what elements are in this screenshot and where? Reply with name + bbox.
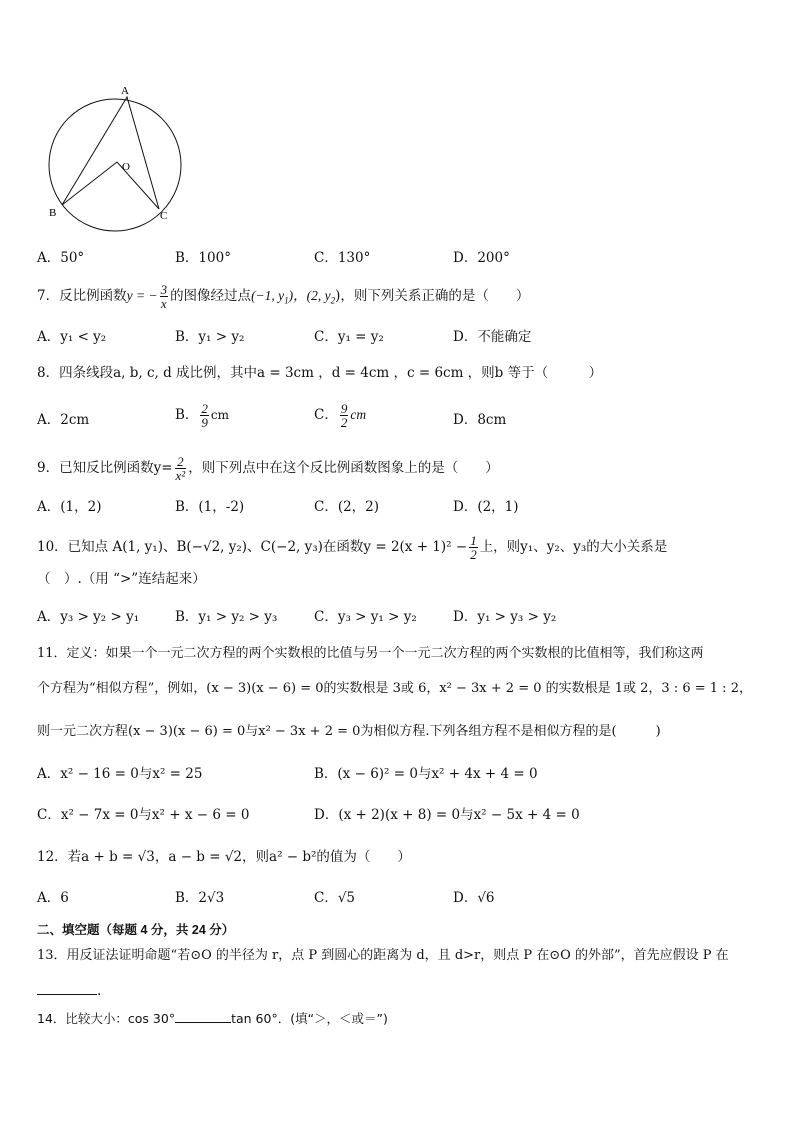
q11-stem-line2: 个方程为“相似方程”，例如，(x − 3)(x − 6) = 0的实数根是 3或 6，x² − 3x + 2 = 0 的实数根是 1或 2，3 : 6 = 1 : 2， [37, 681, 752, 696]
label-a: A [121, 85, 129, 97]
q6-option-d: D．200° [453, 250, 510, 266]
q10-option-d: D．y₁ > y₃ > y₂ [453, 609, 557, 625]
q13-answer-blank[interactable] [37, 982, 97, 995]
q7-option-a: A．y₁ < y₂ [37, 329, 107, 345]
q9-option-a: A．(1，2) [37, 499, 102, 515]
label-c: C [160, 210, 168, 222]
q9-stem: 9．已知反比例函数y= $\frac{2}{\text{x²}}$ ，则下列点中在这个反比例函数图象上的是（ ） [37, 454, 499, 483]
q12-option-b: B．2√3 [175, 890, 225, 906]
q10-option-a: A．y₃ > y₂ > y₁ [37, 609, 140, 625]
q11-stem-line3: 则一元二次方程(x − 3)(x − 6) = 0与x² − 3x + 2 = 0为相似方程.下列各组方程不是相似方程的是( ) [37, 724, 661, 739]
q8-option-d: D．8cm [453, 412, 507, 428]
q6-option-c: C．130° [314, 250, 371, 266]
q7-option-d: D．不能确定 [453, 329, 532, 345]
q12-option-d: D．√6 [453, 890, 495, 906]
q11-option-a: A．x² − 16 = 0与x² = 25 [37, 766, 203, 782]
q8-option-c: C． $\frac{9}{2}$ cm [314, 401, 367, 430]
q10-stem-line2: （ ）.（用 “>”连结起来） [37, 571, 206, 587]
q11-stem-line1: 11．定义：如果一个一元二次方程的两个实数根的比值与另一个一元二次方程的两个实数根的比值相等，我们称这两 [37, 646, 704, 661]
circle-figure [40, 82, 190, 232]
q10-option-b: B．y₁ > y₂ > y₃ [175, 609, 278, 625]
q7-stem: 7．反比例函数y = − $\frac{3}{x}$ 的图像经过点(−1, $y_1$)，(2, $y_2$)，则下列关系正确的是（ ） [37, 282, 530, 311]
q12-option-c: C．√5 [314, 890, 356, 906]
q6-option-b: B．100° [175, 250, 231, 266]
q9-option-d: D．(2，1) [453, 499, 519, 515]
q7-option-b: B．y₁ > y₂ [175, 329, 245, 345]
q14-answer-blank[interactable] [175, 1010, 231, 1023]
q12-stem: 12．若a + b = √3，a − b = √2，则a² − b²的值为（ ） [37, 849, 411, 865]
q6-option-a: A．50° [37, 250, 85, 266]
q13-stem: 13．用反证法证明命题“若⊙O 的半径为 r，点 P 到圆心的距离为 d，且 d>r，则点 P 在⊙O 的外部”，首先应假设 P 在 [37, 948, 729, 963]
q8-stem: 8．四条线段a, b, c, d 成比例，其中a = 3cm ，d = 4cm ，c = 6cm ，则b 等于（ ） [37, 365, 603, 381]
label-b: B [49, 207, 57, 219]
q10-option-c: C．y₃ > y₁ > y₂ [314, 609, 417, 625]
q11-option-c: C．x² − 7x = 0与x² + x − 6 = 0 [37, 807, 250, 823]
q9-option-b: B．(1，-2) [175, 499, 245, 515]
q10-stem: 10．已知点 A(1, y₁)、B(−√2, y₂)、C(−2, y₃)在函数y = 2(x + 1)² − $\frac{1}{2}$ 上，则y₁、y₂、y₃的大小关系是 [37, 533, 668, 562]
q13-answer-line: . [37, 982, 101, 1000]
q12-option-a: A．6 [37, 890, 69, 906]
section-title: 二、填空题（每题 4 分，共 24 分） [37, 923, 235, 937]
q8-option-b: B． $\frac{2}{9}$ cm [175, 401, 230, 430]
q7-option-c: C．y₁ = y₂ [314, 329, 384, 345]
radii-ob-oc [62, 162, 159, 209]
q11-option-d: D．(x + 2)(x + 8) = 0与x² − 5x + 4 = 0 [314, 807, 580, 823]
q11-option-b: B．(x − 6)² = 0与x² + 4x + 4 = 0 [314, 766, 538, 782]
q8-option-a: A．2cm [37, 412, 90, 428]
label-o: O [122, 161, 130, 173]
q9-option-c: C．(2，2) [314, 499, 380, 515]
q14-stem: 14．比较大小：cos 30° tan 60°．(填“＞，＜或＝”) [37, 1011, 388, 1026]
